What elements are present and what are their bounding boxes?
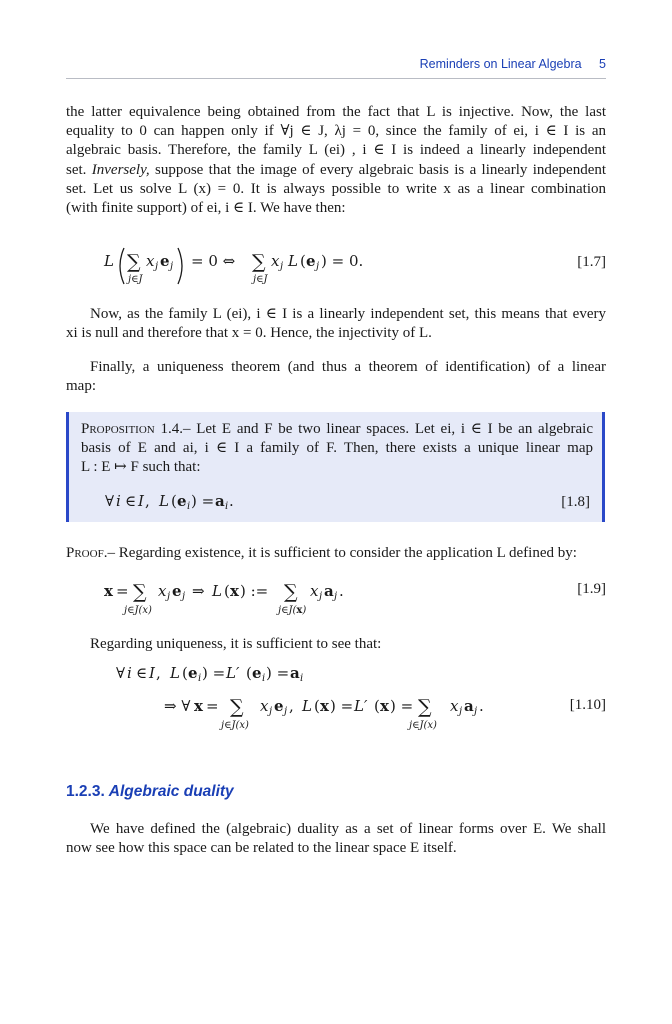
svg-text:i: i: [198, 673, 202, 684]
svg-text:j∈J: j∈J: [128, 274, 143, 285]
svg-text:∑: ∑: [284, 581, 298, 603]
svg-text:∑: ∑: [252, 251, 266, 273]
svg-text:L: L: [159, 492, 169, 510]
svg-text:i: i: [225, 501, 229, 512]
svg-text:∑: ∑: [127, 251, 141, 273]
svg-text:.: .: [229, 492, 234, 510]
equation-1-10-formula: [66, 660, 606, 740]
text-line: the latter equivalence being obtained from the fact that L is injective. Now, the last: [66, 104, 606, 120]
proof-paragraph: [66, 544, 606, 563]
svg-text:x: x: [380, 697, 389, 715]
running-header: [66, 57, 606, 71]
svg-text:(: (: [246, 664, 252, 682]
svg-text:j∈J(x): j∈J(x): [221, 720, 249, 731]
svg-text:L: L: [288, 252, 298, 270]
svg-text:∈: ∈: [136, 664, 148, 682]
svg-text:L: L: [170, 664, 180, 682]
svg-text:(: (: [300, 252, 306, 270]
svg-text:x: x: [271, 252, 280, 270]
svg-text:x: x: [194, 697, 203, 715]
svg-text:i: i: [262, 673, 266, 684]
running-title: Reminders on Linear Algebra: [419, 57, 582, 71]
svg-text:a: a: [215, 492, 225, 510]
svg-text:e: e: [274, 697, 284, 715]
svg-text:i: i: [127, 664, 132, 682]
text-line: set. Let us solve L (x) = 0. It is always possible to write x as a linear combination: [66, 180, 606, 197]
svg-text:a: a: [464, 697, 474, 715]
section-title: Algebraic duality: [108, 783, 234, 800]
svg-text:L: L: [302, 697, 312, 715]
proposition-text: [81, 420, 593, 478]
equation-1-7: [66, 236, 606, 286]
svg-text:(: (: [314, 697, 320, 715]
svg-text:) =: ) =: [390, 697, 414, 715]
svg-text:(: (: [182, 664, 188, 682]
paragraph-duality: [66, 820, 606, 858]
svg-text:=: =: [206, 697, 219, 715]
text-line: We have defined the (algebraic) duality as a set of linear forms over E. We shall: [90, 821, 606, 837]
svg-text:(: (: [374, 697, 380, 715]
section-number: 1.2.3.: [66, 783, 105, 800]
svg-text:j: j: [284, 706, 288, 717]
svg-text:a: a: [290, 664, 300, 682]
text-line: Now, as the family L (ei), i ∈ I is a linearly independent set, this means that every: [90, 306, 606, 322]
svg-text:∑: ∑: [418, 696, 432, 718]
equation-number: [1.7]: [577, 254, 606, 270]
text-line: Proof.– Regarding existence, it is sufficient to consider the application L defined by:: [66, 545, 577, 561]
svg-text:j∈J(x): j∈J(x): [124, 605, 152, 616]
svg-text:x: x: [310, 582, 319, 600]
proposition-box: [66, 412, 605, 522]
svg-text:j: j: [334, 591, 338, 602]
svg-text:∈: ∈: [125, 492, 137, 510]
svg-text:I: I: [149, 664, 155, 682]
svg-text:=: =: [116, 582, 129, 600]
emphasis: Inversely,: [91, 161, 150, 178]
svg-text:j: j: [155, 261, 159, 272]
svg-text:L: L: [212, 582, 222, 600]
svg-text:(: (: [171, 492, 177, 510]
svg-text:) =: ) =: [330, 697, 354, 715]
equation-number: [1.8]: [561, 494, 590, 510]
svg-text:e: e: [188, 664, 198, 682]
svg-text:j∈J(x): j∈J(x): [278, 605, 307, 616]
svg-text:) =: ) =: [202, 664, 226, 682]
svg-text:∀: ∀: [116, 664, 126, 682]
svg-text:i: i: [300, 673, 304, 684]
svg-text:) =: ) =: [191, 492, 215, 510]
svg-text:j: j: [280, 261, 284, 272]
paragraph-uniqueness-intro: [66, 358, 606, 396]
svg-text:j: j: [474, 706, 478, 717]
svg-text:.: .: [479, 697, 484, 715]
svg-text:⇒: ⇒: [192, 582, 205, 600]
svg-text:x: x: [320, 697, 329, 715]
svg-text:e: e: [172, 582, 182, 600]
svg-text:x: x: [146, 252, 155, 270]
svg-text:j∈J: j∈J: [253, 274, 268, 285]
svg-text:(: (: [224, 582, 230, 600]
svg-text:x: x: [230, 582, 239, 600]
svg-text:x: x: [104, 582, 113, 600]
equation-number: [1.9]: [577, 581, 606, 597]
svg-text:x: x: [450, 697, 459, 715]
svg-text:j: j: [316, 261, 320, 272]
svg-text:,: ,: [156, 664, 161, 682]
svg-text:a: a: [324, 582, 334, 600]
paragraph-injectivity: [66, 103, 606, 218]
paragraph-conclusion: [66, 305, 606, 343]
svg-text:⇒ ∀: ⇒ ∀: [164, 697, 191, 715]
svg-text:.: .: [339, 582, 344, 600]
equation-number: [1.10]: [569, 697, 606, 713]
svg-text:) :=: ) :=: [240, 582, 269, 600]
paragraph-uniqueness: [66, 635, 606, 654]
text-line: xi is null and therefore that x = 0. Hence, the injectivity of L.: [66, 325, 432, 342]
page-number: 5: [599, 57, 606, 71]
text-line: set. Inversely, suppose that the image of every algebraic basis is a linearly independent: [66, 161, 606, 178]
svg-text:∑: ∑: [133, 581, 147, 603]
svg-text:∑: ∑: [230, 696, 244, 718]
svg-text:= 0 ⇔: = 0 ⇔: [191, 252, 236, 270]
text-line: basis of E and ai, i ∈ I a family of F. Then, there exists a unique linear map: [81, 440, 593, 457]
section-heading: [66, 783, 234, 801]
svg-text:e: e: [160, 252, 170, 270]
svg-text:j: j: [167, 591, 171, 602]
svg-text:i: i: [187, 501, 191, 512]
svg-text:) =: ) =: [266, 664, 290, 682]
text-line: L : E ↦ F such that:: [81, 459, 201, 476]
text-line: algebraic basis. Therefore, the family L (ei) , i ∈ I is indeed a linearly independent: [66, 142, 606, 159]
header-rule: [66, 78, 606, 79]
svg-text:e: e: [252, 664, 262, 682]
text-line: (with finite support) of ei, i ∈ I. We have then:: [66, 199, 346, 216]
svg-text:L′: L′: [226, 664, 240, 682]
svg-text:j: j: [319, 591, 323, 602]
svg-text:j: j: [459, 706, 463, 717]
svg-text:L: L: [104, 252, 114, 270]
svg-text:j: j: [182, 591, 186, 602]
svg-text:e: e: [177, 492, 187, 510]
equation-1-9-formula: [66, 576, 606, 626]
equation-1-8-formula: [69, 488, 599, 518]
proposition-label: Proposition: [81, 421, 155, 437]
svg-text:,: ,: [289, 697, 294, 715]
text-line: now see how this space can be related to the linear space E itself.: [66, 840, 457, 857]
text-line: map:: [66, 378, 96, 395]
svg-text:x: x: [260, 697, 269, 715]
equation-1-7-formula: [66, 236, 606, 292]
text-line: Regarding uniqueness, it is sufficient to see that:: [90, 636, 382, 652]
svg-text:j: j: [170, 261, 174, 272]
svg-text:,: ,: [145, 492, 150, 510]
svg-text:j∈J(x): j∈J(x): [409, 720, 437, 731]
svg-text:I: I: [138, 492, 144, 510]
svg-text:L′: L′: [354, 697, 368, 715]
svg-text:∀: ∀: [105, 492, 115, 510]
svg-text:j: j: [269, 706, 273, 717]
svg-text:e: e: [306, 252, 316, 270]
equation-1-10: [66, 660, 606, 740]
svg-text:i: i: [116, 492, 121, 510]
text-line: equality to 0 can happen only if ∀j ∈ J, λj = 0, since the family of ei, i ∈ I is an: [66, 123, 606, 140]
svg-text:x: x: [158, 582, 167, 600]
equation-1-9: [66, 576, 606, 626]
text-line: Proposition 1.4.– Let E and F be two linear spaces. Let ei, i ∈ I be an algebraic: [81, 421, 593, 437]
text-line: Finally, a uniqueness theorem (and thus a theorem of identification) of a linear: [90, 359, 606, 375]
svg-text:) = 0.: ) = 0.: [321, 252, 364, 270]
proof-label: Proof: [66, 545, 104, 561]
